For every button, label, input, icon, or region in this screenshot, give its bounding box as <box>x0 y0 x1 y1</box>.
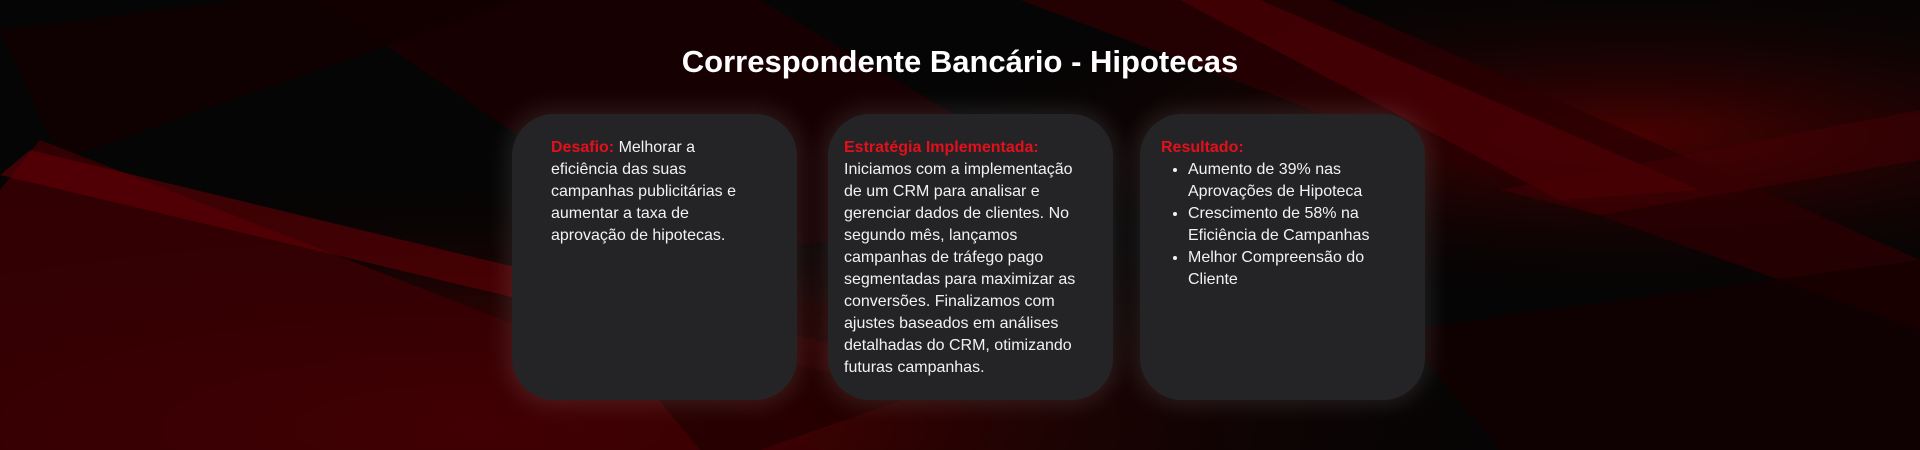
result-list <box>1161 159 1400 291</box>
strategy-label: Estratégia Implementada: <box>844 139 1039 156</box>
strategy-text: Iniciamos com a implementação de um CRM para analisar e gerenciar dados de clientes. No segundo mês, lançamos campanhas de tráfego pago segmentadas para maximizar as conversões. Finalizamos com ajustes baseados em análises detalhadas do CRM, otimizando futuras campanhas. <box>844 161 1076 376</box>
challenge-label: Desafio: <box>551 139 615 156</box>
list-item: • Melhor Compreensão do Cliente <box>1188 247 1400 291</box>
result-card <box>1140 114 1425 400</box>
strategy-card <box>828 114 1113 400</box>
list-item: • Aumento de 39% nas Aprovações de Hipoteca <box>1188 159 1400 203</box>
challenge-text: Melhorar a eficiência das suas campanhas publicitárias e aumentar a taxa de aprovação de hipotecas. <box>551 139 736 244</box>
result-label: Resultado: <box>1161 139 1244 156</box>
page-title: Correspondente Bancário - Hipotecas <box>681 44 1239 79</box>
challenge-card <box>512 114 797 400</box>
list-item: • Crescimento de 58% na Eficiência de Campanhas <box>1188 203 1400 247</box>
